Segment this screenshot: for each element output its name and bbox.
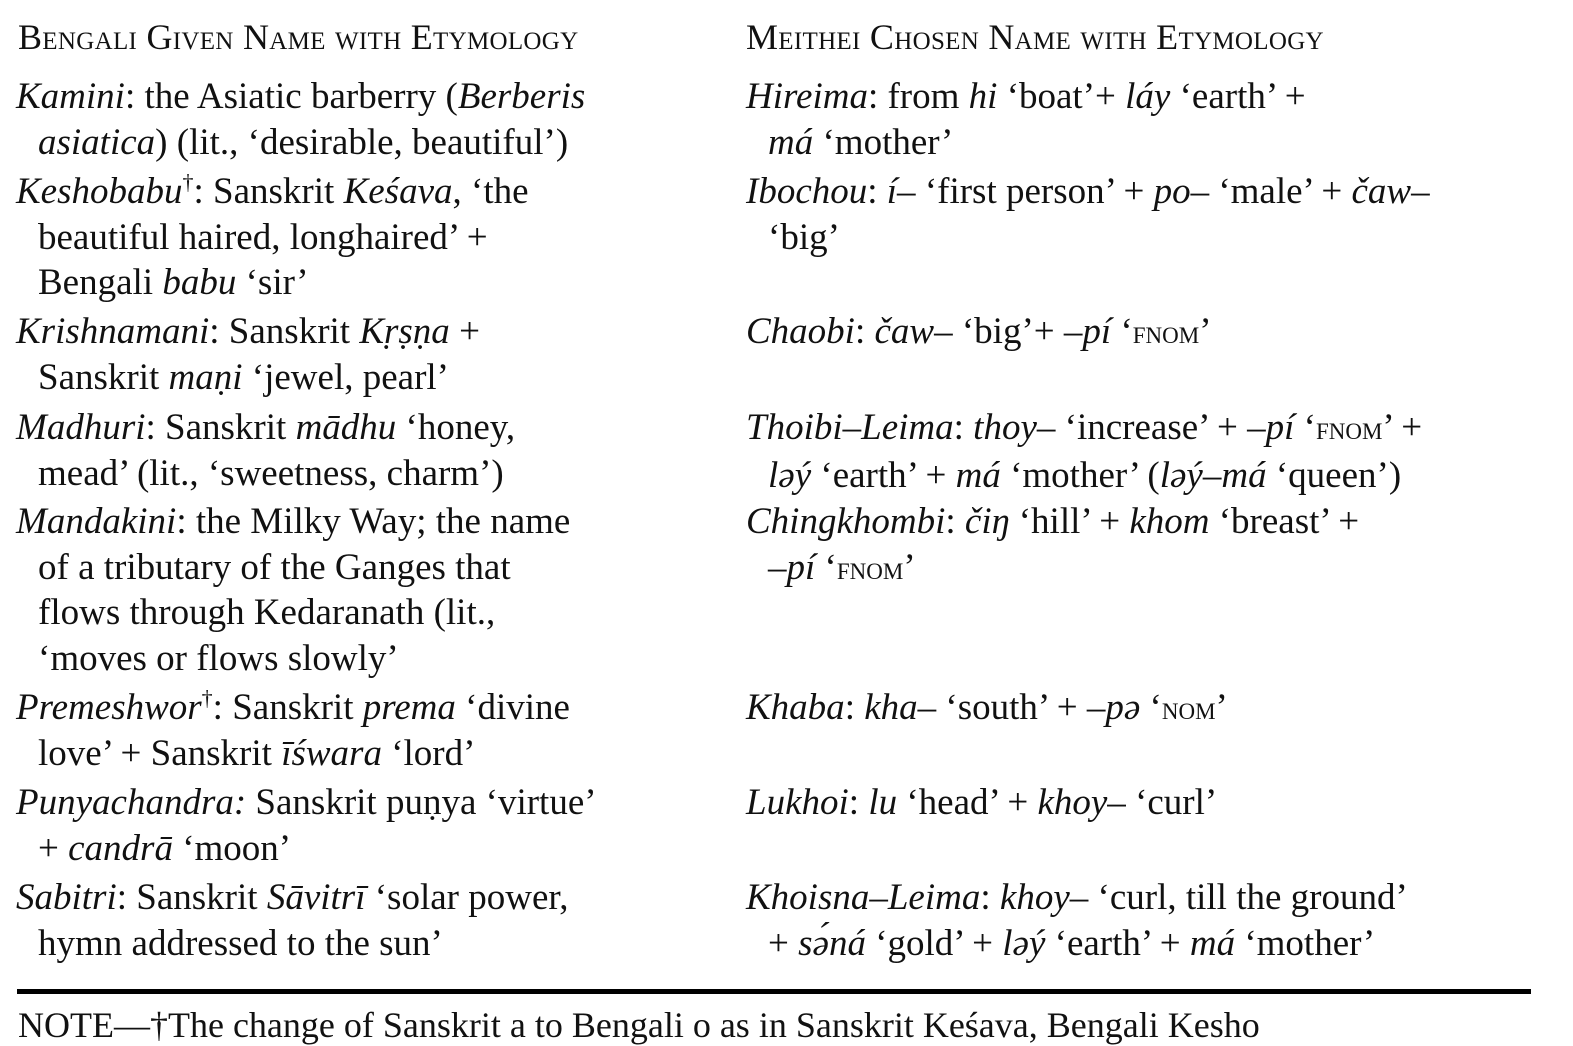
entry-text: –pí	[1063, 311, 1112, 352]
entry-text: :	[945, 501, 965, 542]
entry-line	[746, 405, 1422, 453]
entry-text: ‘jewel, pearl’	[242, 356, 449, 398]
table-bottom-rule	[17, 989, 1531, 994]
bengali-name-entry	[16, 875, 568, 966]
bengali-name-entry	[16, 74, 585, 165]
entry-text: prema	[362, 687, 456, 728]
entry-line	[16, 499, 570, 545]
entry-text: láy	[1125, 76, 1171, 117]
entry-text: Sabitri	[16, 877, 117, 918]
entry-text: : the Milky Way; the name	[176, 501, 571, 542]
meithei-name-entry	[746, 875, 1408, 966]
entry-text: +	[768, 922, 799, 964]
dagger-mark: †	[201, 685, 213, 711]
entry-text: čaw–	[1351, 171, 1430, 212]
entry-text: hi	[968, 76, 998, 117]
entry-line	[16, 260, 529, 306]
entry-text: Berberis	[457, 76, 586, 117]
entry-text: ‘first person’ +	[915, 171, 1154, 212]
entry-text: Khoisna–Leima	[746, 877, 981, 918]
entry-text: ‘mother’	[1235, 922, 1376, 964]
entry-line	[16, 405, 515, 451]
entry-text: ‘	[1294, 407, 1316, 448]
entry-line	[746, 545, 1359, 593]
entry-text: čaw–	[874, 311, 953, 352]
entry-text: : Sanskrit	[212, 687, 363, 728]
entry-text: ‘curl’	[1125, 782, 1218, 823]
entry-text: ‘earth’ +	[1045, 922, 1190, 964]
entry-text: :	[953, 407, 974, 448]
entry-text: ‘mother’	[813, 121, 954, 163]
entry-text: : Sanskrit	[145, 407, 296, 448]
entry-line	[16, 636, 570, 682]
entry-text: :	[980, 877, 1000, 918]
entry-text: Keshobabu	[16, 171, 183, 212]
entry-text: :	[848, 782, 869, 823]
entry-text: ‘divine	[455, 687, 570, 728]
entry-text: thoy–	[973, 407, 1056, 448]
entry-line	[16, 169, 529, 215]
entry-text: ‘head’ +	[897, 782, 1038, 823]
entry-line	[746, 215, 1430, 261]
column-header-meithei: Meithei Chosen Name with Etymology	[746, 17, 1324, 57]
entry-text: ‘big’	[768, 216, 840, 258]
entry-text: sə́ná	[798, 922, 866, 964]
entry-line	[16, 309, 480, 355]
entry-text: ‘solar power,	[365, 877, 569, 918]
entry-text: Khaba	[746, 687, 845, 728]
entry-text: khom	[1129, 501, 1210, 542]
entry-text: ’ +	[1382, 407, 1423, 448]
entry-text: Bengali	[38, 262, 163, 303]
entry-text: lu	[868, 782, 898, 823]
entry-text: ‘honey,	[396, 407, 516, 448]
entry-text: ’	[903, 546, 916, 588]
entry-text: Ibochou	[746, 171, 868, 212]
entry-text: ləý–má	[1159, 454, 1267, 496]
entry-text: ‘big’+	[952, 311, 1064, 352]
entry-text: Thoibi–Leima	[746, 407, 954, 448]
entry-text: beautiful haired, longhaired’ +	[38, 216, 488, 258]
entry-text: ‘curl, till the ground’	[1088, 877, 1408, 918]
entry-text: nom	[1161, 691, 1216, 727]
entry-text: : the Asiatic barberry (	[124, 76, 458, 117]
entry-text: má	[1189, 922, 1236, 964]
entry-text: po–	[1153, 171, 1210, 212]
entry-text: : Sanskrit	[193, 171, 344, 212]
entry-text: ‘increase’ +	[1055, 407, 1248, 448]
entry-text: , ‘the	[452, 171, 529, 212]
dagger-mark: †	[182, 169, 194, 195]
entry-text: :	[854, 311, 875, 352]
entry-text: khoy–	[1037, 782, 1126, 823]
entry-text: ‘breast’ +	[1209, 501, 1360, 542]
entry-text: ) (lit., ‘desirable, beautiful’)	[155, 121, 569, 163]
entry-line	[746, 169, 1430, 215]
entry-text: love’ + Sanskrit	[38, 732, 282, 774]
entry-line	[16, 685, 570, 731]
entry-line	[16, 731, 570, 777]
entry-text: Keśava	[343, 171, 453, 212]
entry-text: ‘hill’ +	[1009, 501, 1130, 542]
entry-text: ‘lord’	[381, 732, 476, 774]
entry-text: fnom	[1315, 411, 1383, 447]
entry-text: : from	[867, 76, 969, 117]
entry-text: ləý	[768, 454, 812, 496]
entry-line	[16, 215, 529, 261]
entry-text: mead’ (lit., ‘sweetness, charm’)	[38, 452, 504, 494]
entry-text: ‘	[815, 546, 837, 588]
table-note: NOTE—†The change of Sanskrit a to Bengali o as in Sanskrit Keśava, Bengali Kesho	[18, 1005, 1260, 1045]
entry-line	[16, 875, 568, 921]
entry-text: candrā	[68, 827, 173, 869]
entry-text: Lukhoi	[746, 782, 849, 823]
entry-text: +	[449, 311, 480, 352]
entry-text: Sanskrit	[38, 356, 169, 398]
entry-text: má	[768, 121, 814, 163]
entry-text: –pí	[1247, 407, 1295, 448]
entry-text: ‘	[1111, 311, 1133, 352]
entry-line	[16, 590, 570, 636]
entry-line	[746, 74, 1306, 120]
entry-text: ləý	[1002, 922, 1046, 964]
entry-text: ‘	[1140, 687, 1162, 728]
entry-line	[16, 826, 597, 872]
bengali-name-entry	[16, 499, 570, 681]
entry-text: mādhu	[295, 407, 397, 448]
bengali-name-entry	[16, 169, 529, 306]
entry-text: ‘boat’+	[997, 76, 1126, 117]
entry-text: babu	[162, 262, 237, 303]
entry-text: í–	[886, 171, 916, 212]
entry-text: khoy–	[999, 877, 1089, 918]
entry-text: Punyachandra:	[16, 782, 247, 823]
meithei-name-entry	[746, 499, 1359, 592]
entry-line	[746, 120, 1306, 166]
entry-text: Hireima	[746, 76, 868, 117]
entry-text: Premeshwor	[16, 687, 202, 728]
entry-text: ‘south’ +	[936, 687, 1087, 728]
meithei-name-entry	[746, 74, 1306, 165]
entry-text: ’	[1215, 687, 1228, 728]
entry-line	[16, 355, 480, 401]
column-header-bengali: Bengali Given Name with Etymology	[18, 17, 579, 57]
entry-line	[16, 451, 515, 497]
entry-text: má	[955, 454, 1001, 496]
entry-line	[16, 545, 570, 591]
entry-line	[746, 309, 1212, 357]
entry-text: fnom	[1132, 315, 1200, 351]
entry-text: ‘male’ +	[1209, 171, 1352, 212]
entry-text: ‘sir’	[236, 262, 309, 303]
entry-line	[746, 685, 1228, 733]
entry-text: Chaobi	[746, 311, 855, 352]
bengali-name-entry	[16, 309, 480, 400]
meithei-name-entry	[746, 309, 1212, 357]
entry-text: of a tributary of the Ganges that	[38, 546, 511, 588]
entry-line	[746, 453, 1422, 499]
bengali-name-entry	[16, 405, 515, 496]
meithei-name-entry	[746, 685, 1228, 733]
bengali-name-entry	[16, 780, 597, 871]
entry-text: Kṛṣṇa	[359, 311, 450, 352]
entry-text: –pə	[1086, 687, 1141, 728]
entry-line	[16, 74, 585, 120]
entry-line	[746, 499, 1359, 545]
entry-line	[746, 875, 1408, 921]
meithei-name-entry	[746, 169, 1430, 260]
entry-text: maṇi	[168, 356, 243, 398]
entry-text: +	[38, 827, 69, 869]
entry-text: asiatica	[38, 121, 156, 163]
entry-line	[746, 780, 1217, 826]
entry-text: ‘mother’ (	[1000, 454, 1160, 496]
entry-text: :	[867, 171, 887, 212]
bengali-name-entry	[16, 685, 570, 776]
entry-text: : Sanskrit	[209, 311, 360, 352]
entry-text: –pí	[768, 546, 816, 588]
entry-text: īśwara	[281, 732, 382, 774]
entry-text: Mandakini	[16, 501, 177, 542]
entry-text: : Sanskrit	[116, 877, 267, 918]
entry-text: ‘earth’ +	[1170, 76, 1306, 117]
entry-line	[16, 921, 568, 967]
entry-text: flows through Kedaranath (lit.,	[38, 592, 496, 633]
entry-text: hymn addressed to the sun’	[38, 922, 443, 964]
entry-line	[16, 780, 597, 826]
entry-line	[16, 120, 585, 166]
entry-text: ‘gold’ +	[865, 922, 1003, 964]
meithei-name-entry	[746, 405, 1422, 498]
entry-text: ‘queen’)	[1266, 454, 1402, 496]
entry-text: čiŋ	[964, 501, 1010, 542]
entry-text: fnom	[836, 550, 904, 587]
entry-line	[746, 921, 1408, 967]
entry-text: Madhuri	[16, 407, 146, 448]
entry-text: Kamini	[16, 76, 125, 117]
entry-text: kha–	[864, 687, 937, 728]
entry-text: ‘earth’ +	[811, 454, 956, 496]
meithei-name-entry	[746, 780, 1217, 826]
entry-text: Sāvitrī	[266, 877, 366, 918]
entry-text: Chingkhombi	[746, 501, 946, 542]
entry-text: ‘moves or flows slowly’	[38, 637, 399, 679]
entry-text: :	[844, 687, 865, 728]
entry-text: Sanskrit puṇya ‘virtue’	[246, 782, 597, 823]
entry-text: ’	[1199, 311, 1212, 352]
entry-text: ‘moon’	[172, 827, 292, 869]
entry-text: Krishnamani	[16, 311, 210, 352]
